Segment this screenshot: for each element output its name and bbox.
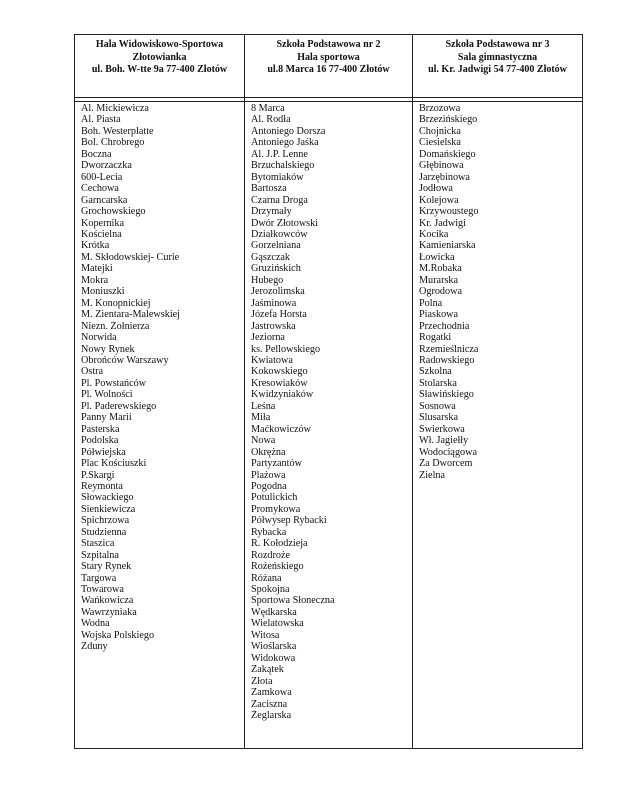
street-name: Kościelna	[81, 228, 122, 240]
street-list-column	[75, 102, 245, 749]
street-name: Bartosza	[251, 183, 287, 195]
street-name: Kokowskiego	[251, 366, 308, 378]
street-name: Gruzińskich	[251, 263, 301, 275]
street-name: Pasterska	[81, 423, 120, 435]
street-name: Wojska Polskiego	[81, 629, 155, 641]
venue-header	[75, 35, 245, 98]
street-name: Nowa	[251, 435, 276, 447]
street-name: Studzienna	[81, 526, 127, 538]
street-name: 600-Lecia	[81, 171, 123, 183]
street-name: Miła	[251, 412, 271, 424]
street-name: Kwidzyniaków	[251, 389, 314, 401]
street-name: Radowskiego	[419, 354, 475, 366]
street-name: Wioślarska	[251, 641, 297, 653]
street-name: Rogatki	[419, 332, 452, 344]
street-name: M.Robaka	[419, 263, 462, 275]
venue-name: Hala Widowiskowo-Sportowa	[95, 39, 224, 50]
street-name: Spokojna	[251, 584, 290, 596]
street-name: Jastrowska	[251, 320, 296, 332]
street-name: Reymonta	[81, 480, 123, 492]
street-name: Gąszczak	[251, 251, 291, 263]
street-name: Rybacka	[251, 526, 287, 538]
street-name: Polna	[419, 297, 443, 309]
street-name: Murarska	[419, 274, 459, 286]
venue-subname: Złotowianka	[132, 51, 187, 63]
venue-header	[245, 35, 413, 98]
street-name: Al. Rodła	[251, 114, 291, 126]
street-name: Panny Marii	[81, 412, 132, 424]
street-name: Cechowa	[81, 183, 119, 195]
street-name: Ostra	[81, 366, 104, 378]
street-name: Kopernika	[81, 217, 124, 229]
street-name: M. Konopnickiej	[81, 297, 151, 309]
street-name: Pl. Powstańców	[81, 377, 147, 389]
street-name: Maćkowiczów	[251, 423, 311, 435]
street-name: Mokra	[81, 274, 109, 286]
street-name: Szkolna	[419, 366, 452, 378]
street-name: Rzemieślnicza	[419, 343, 479, 355]
street-name: Szpitalna	[81, 549, 119, 561]
street-name: Sosnowa	[419, 400, 456, 412]
street-name: Krzywoustego	[419, 206, 479, 218]
street-name: Jaśminowa	[251, 297, 297, 309]
street-name: Słowackiego	[81, 492, 134, 504]
street-name: Domańskiego	[419, 148, 476, 160]
street-name: Zamkowa	[251, 687, 292, 699]
street-name: Zielna	[419, 469, 446, 481]
street-name: Okrężna	[251, 446, 286, 458]
street-name: Promykowa	[251, 503, 301, 515]
street-name: Towarowa	[81, 584, 124, 596]
street-name: Dwór Złotowski	[251, 217, 319, 229]
polling-stations-table	[74, 34, 583, 749]
street-name: Kr. Jadwigi	[419, 217, 466, 229]
venue-address: ul.8 Marca 16 77-400 Złotów	[267, 64, 390, 75]
street-name: Gorzelniana	[251, 240, 301, 252]
street-name: Zaciszna	[251, 698, 288, 710]
street-name: Drzymały	[251, 206, 292, 218]
street-name: Wodna	[81, 618, 110, 630]
street-name: Czarna Droga	[251, 194, 308, 206]
street-name: Garncarska	[81, 194, 128, 206]
venue-name: Szkoła Podstawowa nr 2	[276, 39, 381, 50]
street-name: Świerkowa	[419, 423, 465, 435]
street-list-column	[413, 102, 583, 749]
street-name: Kresowiaków	[251, 377, 308, 389]
street-name: Partyzantów	[251, 458, 302, 470]
street-name: Sławińskiego	[419, 389, 474, 401]
street-name: Grochowskiego	[81, 206, 146, 218]
venue-address: ul. Kr. Jadwigi 54 77-400 Złotów	[428, 64, 567, 75]
street-name: Stary Rynek	[81, 561, 132, 573]
street-name: Józefa Horsta	[251, 309, 307, 321]
street-name: R. Kołodzieja	[251, 538, 308, 550]
street-name: Jarzębinowa	[419, 171, 470, 183]
street-name: Staszica	[81, 538, 115, 550]
street-name: Bol. Chrobrego	[81, 137, 145, 149]
street-name: Stolarska	[419, 377, 457, 389]
street-name: Al. Mickiewicza	[81, 103, 149, 114]
street-name: Podolska	[81, 435, 119, 447]
street-name: Łowicka	[419, 251, 455, 263]
street-name: Boczna	[81, 148, 112, 160]
street-name: Sportowa Słoneczna	[251, 595, 335, 607]
street-name: Bytomiaków	[251, 171, 304, 183]
street-name: Niezn. Żołnierza	[81, 320, 150, 332]
street-name: Widokowa	[251, 652, 296, 664]
street-name: Witosa	[251, 629, 280, 641]
street-name: Kamieniarska	[419, 240, 476, 252]
street-name: 8 Marca	[251, 103, 285, 114]
street-name: Chojnicka	[419, 125, 461, 137]
street-name: Kolejowa	[419, 194, 459, 206]
street-name: Żeglarska	[251, 710, 292, 722]
street-name: Antoniego Jaśka	[251, 137, 319, 149]
street-name: Różana	[251, 572, 282, 584]
street-name: Rożeńskiego	[251, 561, 304, 573]
street-name: Brzuchalskiego	[251, 160, 315, 172]
street-name: Krótka	[81, 240, 110, 252]
street-lists-row	[75, 102, 583, 749]
street-name: Kocika	[419, 228, 449, 240]
street-name: Al. J.P. Lenne	[251, 148, 308, 160]
street-name: ks. Pellowskiego	[251, 343, 321, 355]
street-name: Antoniego Dorsza	[251, 125, 326, 137]
street-name: Wł. Jagiełły	[419, 435, 469, 447]
street-name: Potulickich	[251, 492, 298, 504]
venue-name: Szkoła Podstawowa nr 3	[445, 39, 550, 50]
street-name: Złota	[251, 675, 273, 687]
street-name: Nowy Rynek	[81, 343, 135, 355]
street-name: Brzozowa	[419, 103, 461, 114]
street-name: Sienkiewicza	[81, 503, 136, 515]
street-name: Boh. Westerplatte	[81, 125, 154, 137]
street-name: P.Skargi	[81, 469, 115, 481]
street-name: Wielatowska	[251, 618, 304, 630]
street-name: Wawrzyniaka	[81, 606, 137, 618]
street-name: Półwiejska	[81, 446, 126, 458]
street-name: Pogodna	[251, 480, 287, 492]
street-name: Dworzaczka	[81, 160, 132, 172]
street-name: Jerozolimska	[251, 286, 305, 298]
street-name: Matejki	[81, 263, 113, 275]
venue-address: ul. Boh. W-tte 9a 77-400 Złotów	[91, 64, 228, 75]
street-name: Ślusarska	[419, 412, 459, 424]
street-name: Przechodnia	[419, 320, 470, 332]
street-name: M. Zientara-Malewskiej	[81, 309, 181, 321]
street-name: Zduny	[81, 641, 108, 653]
street-name: Norwida	[81, 332, 117, 344]
street-name: Leśna	[251, 400, 276, 412]
header-row	[75, 35, 583, 98]
street-name: Hubego	[251, 274, 284, 286]
street-name: Jeziorna	[251, 332, 285, 344]
street-name: M. Skłodowskiej- Curie	[81, 251, 180, 263]
street-name: Pl. Wolności	[81, 389, 133, 401]
street-name: Piaskowa	[419, 309, 459, 321]
street-name: Działkowców	[251, 228, 308, 240]
venue-subname: Sala gimnastyczna	[457, 51, 538, 63]
street-name: Ogrodowa	[419, 286, 463, 298]
street-name: Spichrzowa	[81, 515, 130, 527]
venue-subname: Hala sportowa	[297, 51, 360, 63]
street-name: Kwiatowa	[251, 354, 293, 366]
street-name: Moniuszki	[81, 286, 125, 298]
street-name: Plażowa	[251, 469, 286, 481]
street-name: Głębinowa	[419, 160, 464, 172]
street-name: Wodociągowa	[419, 446, 478, 458]
street-name: Za Dworcem	[419, 458, 473, 470]
street-name: Al. Piasta	[81, 114, 121, 126]
venue-header	[413, 35, 583, 98]
street-name: Wańkowicza	[81, 595, 134, 607]
street-name: Ciesielska	[419, 137, 461, 149]
street-name: Pl. Paderewskiego	[81, 400, 157, 412]
street-name: Jodłowa	[419, 183, 453, 195]
street-name: Targowa	[81, 572, 117, 584]
street-name: Wędkarska	[251, 606, 297, 618]
street-name: Zakątek	[251, 664, 284, 676]
street-list-column	[245, 102, 413, 749]
street-name: Półwysep Rybacki	[251, 515, 327, 527]
street-name: Brzezińskiego	[419, 114, 478, 126]
street-name: Rozdroże	[251, 549, 291, 561]
street-name: Plac Kościuszki	[81, 458, 147, 470]
street-name: Obrońców Warszawy	[81, 354, 169, 366]
